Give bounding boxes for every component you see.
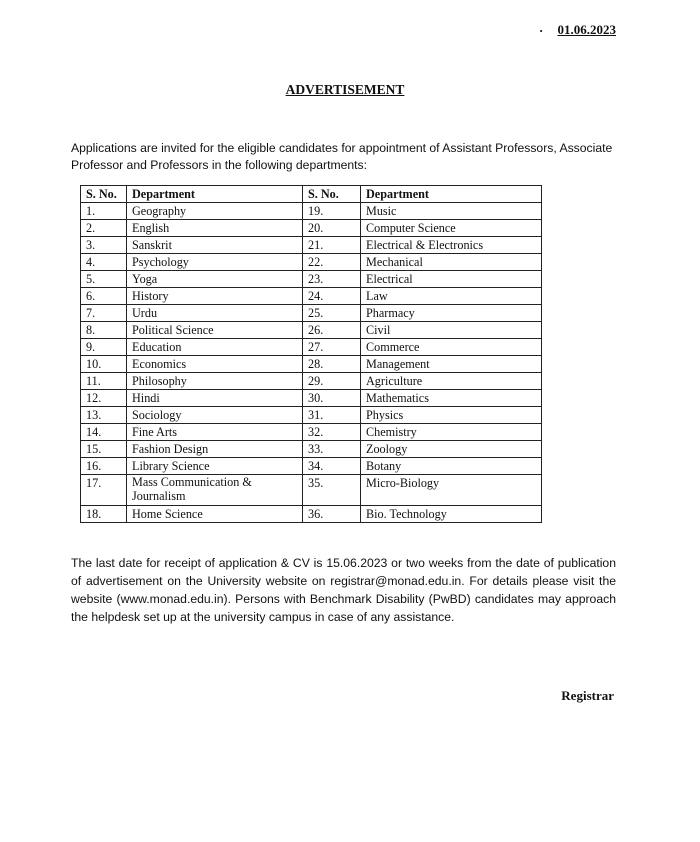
cell-department-left: Economics: [127, 356, 303, 373]
intro-paragraph: Applications are invited for the eligible candidates for appointment of Assistant Professors, Associate Professor and Professors in the following departments:: [71, 141, 613, 172]
table-row: [81, 305, 542, 322]
notice-paragraph: The last date for receipt of application & CV is 15.06.2023 or two weeks from the date of publication of advertisement on the University website on registrar@monad.edu.in. For details please visit the website (www.monad.edu.in). Persons with Benchmark Disability (PwBD) candidates may approach the helpdesk set up at the university campus in case of any assistance.: [71, 556, 616, 624]
cell-department-right: Mathematics: [361, 390, 542, 407]
table-row: [81, 339, 542, 356]
cell-sno-right: 26.: [303, 322, 361, 339]
cell-department-left: Hindi: [127, 390, 303, 407]
table-row: [81, 458, 542, 475]
cell-sno-right: 21.: [303, 237, 361, 254]
table-row: [81, 288, 542, 305]
cell-department-left: Home Science: [127, 506, 303, 523]
cell-department-left: English: [127, 220, 303, 237]
cell-department-left: Geography: [127, 203, 303, 220]
table-row: [81, 475, 542, 506]
cell-department-right: Computer Science: [361, 220, 542, 237]
cell-sno-left: 7.: [81, 305, 127, 322]
cell-department-right: Electrical & Electronics: [361, 237, 542, 254]
cell-sno-right: 28.: [303, 356, 361, 373]
document-date: 01.06.2023: [557, 22, 616, 37]
cell-sno-left: 12.: [81, 390, 127, 407]
cell-sno-left: 3.: [81, 237, 127, 254]
cell-sno-right: 27.: [303, 339, 361, 356]
cell-department-left: History: [127, 288, 303, 305]
cell-department-left: Philosophy: [127, 373, 303, 390]
table-row: [81, 356, 542, 373]
cell-sno-left: 15.: [81, 441, 127, 458]
cell-sno-left: 10.: [81, 356, 127, 373]
cell-sno-right: 25.: [303, 305, 361, 322]
cell-sno-left: 4.: [81, 254, 127, 271]
date-marker: .: [539, 20, 543, 35]
cell-department-right: Botany: [361, 458, 542, 475]
cell-sno-right: 31.: [303, 407, 361, 424]
cell-sno-right: 19.: [303, 203, 361, 220]
cell-sno-left: 18.: [81, 506, 127, 523]
table-row: [81, 424, 542, 441]
cell-sno-right: 30.: [303, 390, 361, 407]
cell-sno-right: 35.: [303, 475, 361, 506]
table-row: [81, 390, 542, 407]
cell-department-left: Fine Arts: [127, 424, 303, 441]
table-body: [81, 203, 542, 523]
cell-sno-left: 17.: [81, 475, 127, 506]
cell-sno-left: 9.: [81, 339, 127, 356]
cell-department-right: Civil: [361, 322, 542, 339]
cell-sno-right: 32.: [303, 424, 361, 441]
cell-department-left: Library Science: [127, 458, 303, 475]
cell-department-right: Management: [361, 356, 542, 373]
table-row: [81, 254, 542, 271]
cell-department-right: Physics: [361, 407, 542, 424]
cell-sno-left: 11.: [81, 373, 127, 390]
cell-department-left: Fashion Design: [127, 441, 303, 458]
column-header-department-left: Department: [127, 186, 303, 203]
cell-department-left: Mass Communication & Journalism: [127, 475, 303, 506]
cell-sno-right: 22.: [303, 254, 361, 271]
cell-sno-left: 5.: [81, 271, 127, 288]
cell-department-left: Yoga: [127, 271, 303, 288]
cell-sno-right: 33.: [303, 441, 361, 458]
cell-sno-left: 8.: [81, 322, 127, 339]
cell-department-right: Chemistry: [361, 424, 542, 441]
cell-sno-left: 16.: [81, 458, 127, 475]
cell-sno-left: 1.: [81, 203, 127, 220]
table-row: [81, 237, 542, 254]
table-row: [81, 220, 542, 237]
cell-sno-left: 14.: [81, 424, 127, 441]
column-header-sno-left: S. No.: [81, 186, 127, 203]
cell-department-right: Commerce: [361, 339, 542, 356]
cell-sno-right: 36.: [303, 506, 361, 523]
cell-department-right: Law: [361, 288, 542, 305]
signature-registrar: Registrar: [561, 688, 614, 703]
cell-sno-right: 24.: [303, 288, 361, 305]
table-header-row: [81, 186, 542, 203]
table-row: [81, 203, 542, 220]
cell-sno-left: 13.: [81, 407, 127, 424]
cell-sno-right: 29.: [303, 373, 361, 390]
cell-sno-left: 6.: [81, 288, 127, 305]
table-row: [81, 271, 542, 288]
column-header-sno-right: S. No.: [303, 186, 361, 203]
cell-sno-right: 34.: [303, 458, 361, 475]
cell-sno-right: 20.: [303, 220, 361, 237]
cell-department-left: Sanskrit: [127, 237, 303, 254]
table-row: [81, 441, 542, 458]
cell-department-left: Political Science: [127, 322, 303, 339]
departments-table: [80, 185, 542, 523]
cell-department-right: Music: [361, 203, 542, 220]
cell-department-left: Education: [127, 339, 303, 356]
cell-department-left: Psychology: [127, 254, 303, 271]
table-row: [81, 373, 542, 390]
table-row: [81, 506, 542, 523]
cell-department-right: Agriculture: [361, 373, 542, 390]
cell-department-right: Mechanical: [361, 254, 542, 271]
cell-department-right: Bio. Technology: [361, 506, 542, 523]
cell-department-left: Urdu: [127, 305, 303, 322]
table-row: [81, 322, 542, 339]
cell-department-left: Sociology: [127, 407, 303, 424]
page-title: ADVERTISEMENT: [285, 82, 405, 97]
cell-department-right: Pharmacy: [361, 305, 542, 322]
cell-department-right: Zoology: [361, 441, 542, 458]
cell-department-right: Electrical: [361, 271, 542, 288]
cell-sno-right: 23.: [303, 271, 361, 288]
column-header-department-right: Department: [361, 186, 542, 203]
table-row: [81, 407, 542, 424]
cell-department-right: Micro-Biology: [361, 475, 542, 506]
date-block: [539, 20, 617, 38]
cell-sno-left: 2.: [81, 220, 127, 237]
